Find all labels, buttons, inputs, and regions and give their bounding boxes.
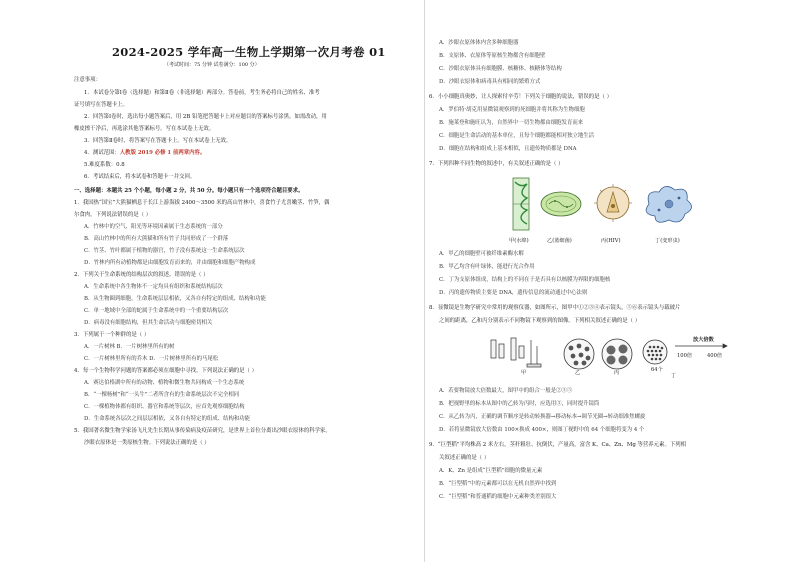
magnification-low: 100倍	[677, 353, 693, 359]
option-line: B．甲乙均含有叶绿体，能进行光合作用	[439, 264, 535, 270]
option-line: B．把视野里的标本从图中的乙转为丙时，应选用③，同时提升镜筒	[439, 401, 600, 407]
magnification-high: 400倍	[707, 353, 723, 359]
option-line: C．从乙转为丙，正确的调节顺序是转动转换器→移动标本→调节光圈→转动细准焦螺旋	[439, 414, 646, 420]
notice-line: 橡皮擦干净后，再选涂其他答案标号。写在本试卷上无效。	[74, 126, 215, 132]
magnification-title: 放大倍数	[693, 337, 714, 343]
notice-line-range	[84, 150, 205, 157]
option-line: A．若要物镜放大倍数最大，图甲中的组合一般是②③⑤	[439, 388, 573, 394]
field-ding	[643, 340, 667, 364]
figure8-count: 64个	[651, 367, 663, 373]
option-line: B．“巨型稻”中的元素都可以在无机自然界中找到	[439, 481, 557, 487]
notice-line: 2．回答第Ⅰ卷时，选出每小题答案后，用 2B 铅笔把答题卡上对应题目的答案标号涂黑。如需改动，用	[84, 114, 327, 120]
option-line: D．细胞在结构和组成上基本相似，且遗传物质都是 DNA	[439, 146, 577, 152]
figure8-label-jia: 甲	[521, 370, 527, 376]
question-line: 沙眼衣原体是一类原核生物。下列说法正确的是（ ）	[84, 440, 210, 446]
question-line: 4．每一个生物科学问题的答案都必须在细胞中寻找。下列说法正确的是（ ）	[74, 368, 258, 374]
figure-caption-yi: 乙(蓝细菌)	[547, 238, 572, 244]
option-line: A．罗伯特·胡克用显微镜观察到的死细胞并将其称为生物细胞	[439, 107, 585, 113]
figure8-label-bing: 丙	[614, 370, 620, 376]
question-line: 尔食肉。下列说法错误的是（ ）	[74, 212, 152, 218]
cyanobacteria-image	[541, 192, 581, 216]
figure-caption-jia: 甲(水绵)	[509, 238, 529, 244]
notice-line: 证号填写在答题卡上。	[74, 102, 128, 108]
option-line: A．赛达伯格湖中所有的动物、植物和微生物共同构成一个生态系统	[84, 380, 245, 386]
question-line: 关叙述正确的是（ ）	[439, 455, 490, 461]
notice-line: 3．回答第Ⅱ卷时，将答案写在答题卡上。写在本试卷上无效。	[84, 138, 232, 144]
option-line: D．丙的遗传物质主要是 DNA，遗传信息的流动通过中心法则	[439, 290, 588, 296]
figure8-label-yi: 乙	[575, 370, 581, 376]
exam-info: （考试时间：75 分钟 试卷满分：100 分）	[164, 62, 260, 68]
question-line: 5．我国著名微生物学家汤飞凡先生长期从事传染病及疫苗研究，是世界上首位分离出沙眼衣原体的科学家。	[74, 428, 331, 434]
option-line: D．沙眼衣原体和病毒具有相同的繁殖方式	[439, 79, 541, 85]
range-highlight: 人教版 2019 必修 1 前两章内容。	[119, 150, 206, 156]
option-line: A．竹林中的空气、阳光等环境因素属于生态系统的一部分	[84, 224, 223, 230]
notice-line: 1．本试卷分第Ⅰ卷（选择题）和第Ⅱ卷（非选择题）两部分。答卷前，考生务必将自己的姓名、准考	[84, 90, 320, 96]
q7-organisms-figure	[509, 176, 709, 234]
option-line: D．竹林内所有动植物都是由细胞发育而来的，并由细胞和细胞产物构成	[84, 260, 256, 266]
section-heading: 一、选择题：本题共 25 个小题，每小题 2 分，共 50 分。每小题只有一个选项符合题目要求。	[74, 188, 304, 194]
option-line: C．“巨型稻”和普通稻的细胞中元素种类差别很大	[439, 494, 557, 500]
option-line: D．若将显微镜放大倍数由 100×换成 400×，则图丁视野中的 64 个细胞将变为 4 个	[439, 427, 645, 433]
amoeba-image	[646, 186, 691, 222]
option-line: A．生命系统中各生物体不一定均具有组织和系统结构层次	[84, 284, 223, 290]
option-line: C．一棵植物体都有组织、器官和系统等层次，应首先观察细胞结构	[84, 404, 245, 410]
hiv-image	[594, 184, 632, 222]
option-line: C．沙眼衣原体具有细胞膜、核糖体、核糖体等结构	[439, 66, 562, 72]
question-line: 之间的距离，乙和丙分别表示不同物镜下观察到的图像。下列相关叙述正确的是（ ）	[439, 318, 641, 324]
question-line: 2．下列关于生命系统的结构层次的叙述，错误的是（ ）	[74, 272, 209, 278]
question-line: 6．小小细胞真奥妙，让人探索付辛劳！下列关于细胞的说法，错误的是（ ）	[429, 94, 613, 100]
figure-caption-bing: 丙(HIV)	[601, 238, 621, 244]
figure-caption-ding: 丁(变形虫)	[655, 238, 680, 244]
option-line: A．K、Zn 是组成“巨型稻”细胞的微量元素	[439, 468, 543, 474]
option-line: A．甲乙的细胞壁可被纤维素酶水解	[439, 251, 524, 257]
notice-label: 注意事项：	[74, 77, 101, 83]
option-line: B．高山竹林中的所有大熊猫和所有竹子共同形成了一个群落	[84, 236, 229, 242]
option-line: C．一片树林里所有的乔木 D．一片树林里所有的马尾松	[84, 356, 219, 362]
magnification-arrow	[675, 344, 727, 348]
option-line: C．单一地域中全部的蛇属于生命系统中的一个重要结构层次	[84, 308, 229, 314]
right-column	[424, 0, 794, 562]
option-line: C．竹茎、竹叶都属于植物的器官，竹子没有系统这一生命系统层次	[84, 248, 245, 254]
option-line: C．丁为支原体组成，结构上的不同在于是否具有以核膜为界限的细胞核	[439, 277, 611, 283]
field-bing	[602, 339, 632, 369]
page-title: 2024-2025 学年高一生物上学期第一次月考卷 01	[112, 45, 386, 59]
field-yi	[564, 339, 594, 369]
range-prefix: 4．测试范围：	[84, 150, 120, 156]
notice-line: 5.难度系数：0.8	[84, 162, 125, 168]
spirogyra-image	[513, 178, 529, 230]
question-line: 9．“巨型稻”平均株高 2 米左右，茎秆粗壮、抗倒伏，产量高，富含 K、Ca、Zn、Mg 等营养元素。下列相	[429, 442, 687, 448]
option-line: C．细胞是生命活动的基本单位，且每个细胞都能相对独立地生活	[439, 133, 595, 139]
option-line: D．病毒没有细胞结构，但其生命活动与细胞密切相关	[84, 320, 213, 326]
lenses-group	[491, 338, 541, 367]
notice-line: 6．考试结束后，将本试卷和答题卡一并交回。	[84, 174, 196, 180]
figure8-label-ding: 丁	[671, 373, 677, 379]
option-line: B．从生物圈到细胞，生命系统层层相依，又各自有特定的组成、结构和功能	[84, 296, 266, 302]
option-line: B．施莱登和施旺认为，自然界中一切生物都由细胞发育而来	[439, 120, 584, 126]
option-line: A．一片树林 B．一片树林里所有的树	[84, 344, 175, 350]
question-line: 3．下列属于一个种群的是（ ）	[74, 332, 150, 338]
option-line: D．生命系统各层次之间层层相依，又各自有特定的组成、结构和功能	[84, 416, 251, 422]
option-line: B．“一棵杨树”和“一头牛”二者所含有的生命系统层次不完全相同	[84, 392, 240, 398]
question-line: 8．显微镜是生物学研究中常用的观察仪器，如图所示，图甲中①②③④表示镜头，⑤⑥表示镜头与载玻片	[429, 305, 681, 311]
question-line: 7．下列四种不同生物的叙述中，有关叙述正确的是（ ）	[429, 161, 564, 167]
question-line: 1．我国热“国宝”大熊猫栖息于长江上游海拔 2400～3500 米的高山竹林中，喜食竹子尤喜嫩茎、竹笋，偶	[74, 200, 330, 206]
option-line: B．支原体、衣原体等原核生物都含有细胞壁	[439, 53, 546, 59]
option-line: A．沙眼衣原体体内含多种细胞器	[439, 40, 519, 46]
